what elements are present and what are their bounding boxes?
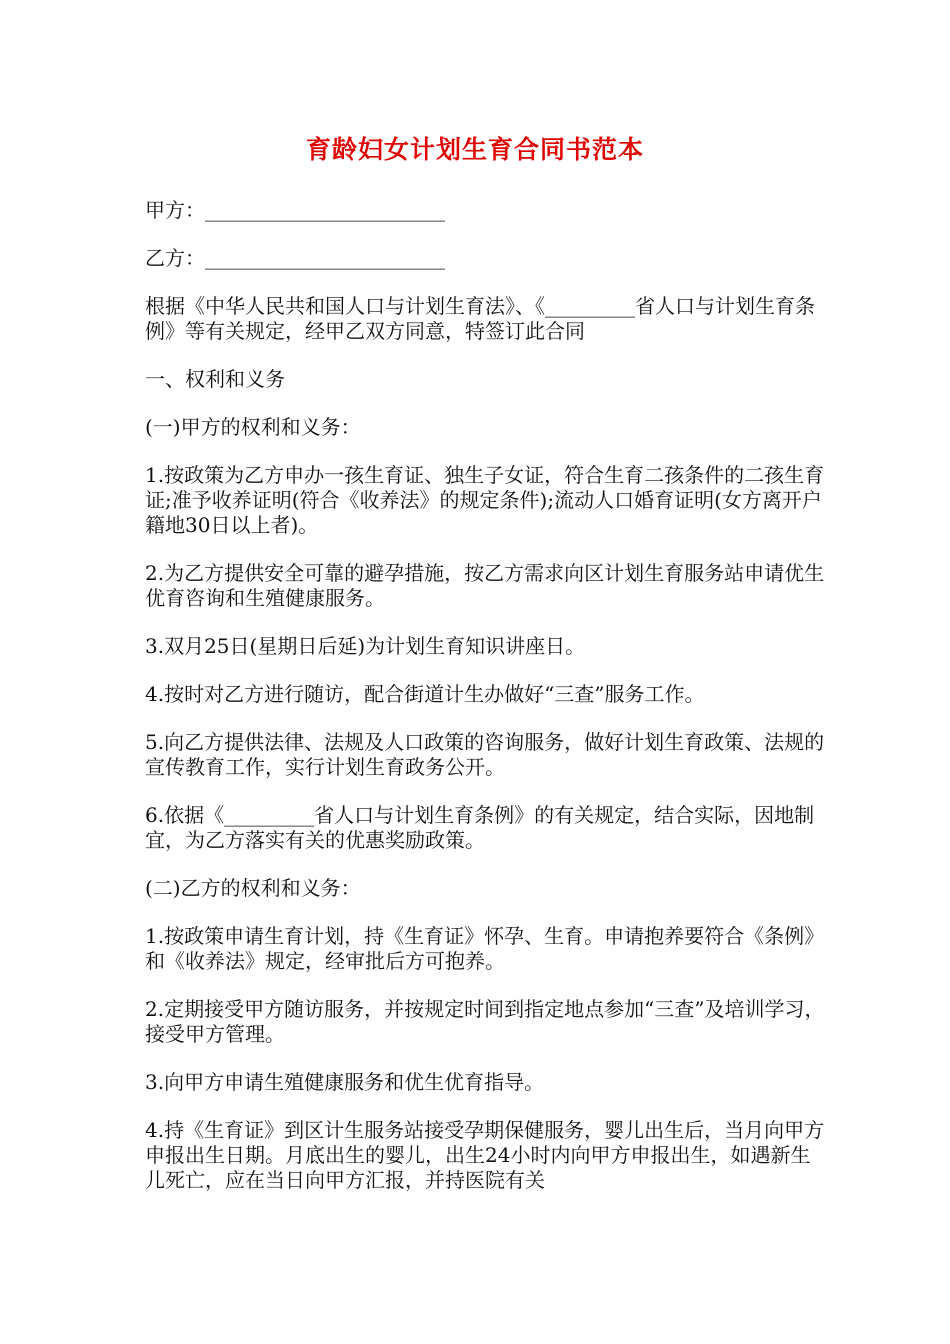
clause-b-2: 2.定期接受甲方随访服务，并按规定时间到指定地点参加“三查”及培训学习，接受甲方管理。 xyxy=(145,997,825,1046)
clause-a-6: 6.依据《_________省人口与计划生育条例》的有关规定，结合实际，因地制宜，为乙方落实有关的优惠奖励政策。 xyxy=(145,803,815,852)
party-b-line: 乙方：________________________ xyxy=(145,246,445,270)
clause-a-2: 2.为乙方提供安全可靠的避孕措施，按乙方需求向区计划生育服务站申请优生优育咨询和生殖健康服务。 xyxy=(145,561,825,610)
document-body xyxy=(145,198,825,1216)
clause-a-3: 3.双月25日(星期日后延)为计划生育知识讲座日。 xyxy=(145,634,586,658)
document-title: 育龄妇女计划生育合同书范本 xyxy=(305,135,644,164)
section-heading: 一、权利和义务 xyxy=(145,367,285,391)
subsection-heading-b: (二)乙方的权利和义务： xyxy=(145,876,361,900)
preamble: 根据《中华人民共和国人口与计划生育法》、《_________省人口与计划生育条例》等有关规定，经甲乙双方同意，特签订此合同 xyxy=(145,294,815,343)
clause-a-4: 4.按时对乙方进行随访，配合街道计生办做好“三查”服务工作。 xyxy=(145,682,705,706)
clause-b-3: 3.向甲方申请生殖健康服务和优生优育指导。 xyxy=(145,1070,545,1094)
clause-b-4: 4.持《生育证》到区计生服务站接受孕期保健服务，婴儿出生后，当月向甲方申报出生日期。月底出生的婴儿，出生24小时内向甲方申报出生，如遇新生儿死亡，应在当日向甲方汇报，并持医院有关 xyxy=(145,1118,825,1192)
party-a-line: 甲方：________________________ xyxy=(145,198,445,222)
clause-b-1: 1.按政策申请生育计划，持《生育证》怀孕、生育。申请抱养要符合《条例》和《收养法》规定，经审批后方可抱养。 xyxy=(145,924,825,973)
clause-a-5: 5.向乙方提供法律、法规及人口政策的咨询服务，做好计划生育政策、法规的宣传教育工作，实行计划生育政务公开。 xyxy=(145,730,825,779)
subsection-heading-a: (一)甲方的权利和义务： xyxy=(145,415,361,439)
clause-a-1: 1.按政策为乙方申办一孩生育证、独生子女证，符合生育二孩条件的二孩生育证;准予收养证明(符合《收养法》的规定条件);流动人口婚育证明(女方离开户籍地30日以上者)。 xyxy=(145,463,825,537)
